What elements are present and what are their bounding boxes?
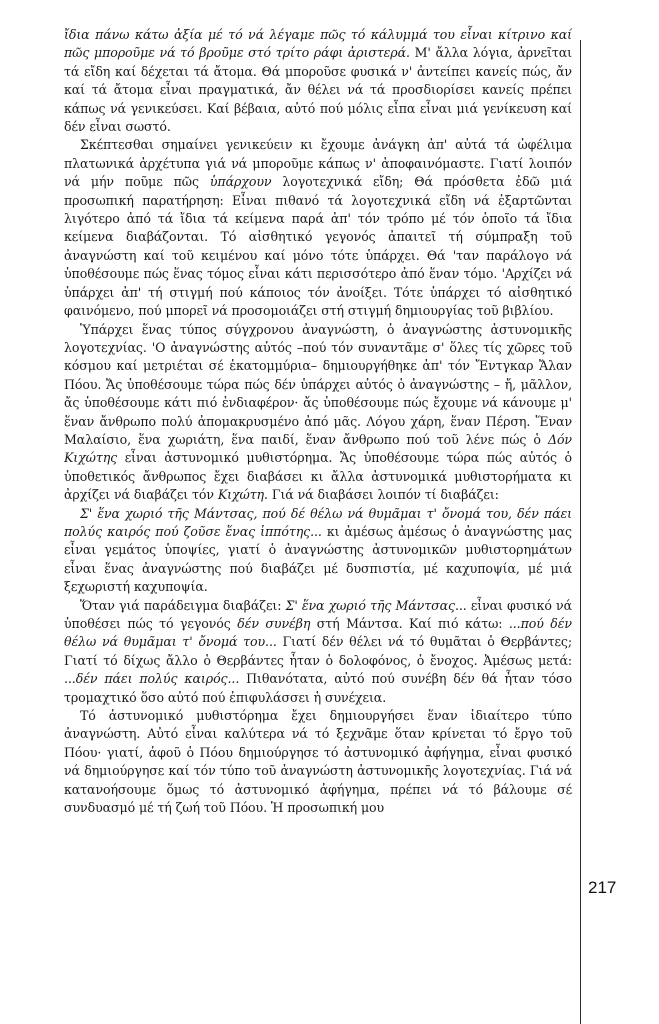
body-text <box>64 26 572 817</box>
italic-text: Κιχώτη <box>217 487 265 503</box>
text-segment: Γιατί δέν θέλει νά τό θυμᾶται ὁ Θερβάντες; Γιατί τό δίχως ἄλλο ὁ Θερβάντες ἦταν ὁ δολοφόνος, ὁ ἔνοχος. Ἀμέσως μετά: <box>64 634 572 668</box>
italic-text: δέν συνέβη <box>237 616 311 631</box>
text-segment: Τό ἀστυνομικό μυθιστόρημα ἔχει δημιουργήσει ἕναν ἰδιαίτερο τύπο ἀναγνώστη. Αὐτό εἶναι καλύτερα νά τό ξεχνᾶμε ὅταν κρίνεται τό ἔργο τοῦ Πόου· γιατί, ἀφοῦ ὁ Πόου δημιούργησε τό ἀστυνομικό ἀφήγημα, εἶναι φυσικό νά δημιούργησε καί τόν τύπο τοῦ ἀναγνώστη ἀστυνομικῆς λογοτεχνίας. Γιά νά κατανοήσουμε ὅμως τό ἀστυνομικό ἀφήγημα, πρέπει νά τό βάλουμε σέ συνδυασμό μέ τή ζωή τοῦ Πόου. Ἡ προσωπική μου <box>64 708 572 816</box>
text-segment: στή Μάντσα. Καί πιό κάτω: <box>310 616 509 631</box>
italic-text: ἴδια πάνω κάτω ἀξία μέ τό νά λέγαμε πῶς τό κάλυμμά του εἶναι κίτρινο καί πῶς μποροῦμε νά τό βροῦμε στό τρίτο ράφι ἀριστερά. <box>64 27 572 61</box>
text-segment: εἶναι φυσικό νά ὑποθέσει πώς τό γεγονός <box>64 597 572 631</box>
paragraph <box>64 136 572 320</box>
paragraph <box>64 321 572 505</box>
text-segment: λογοτεχνικά εἴδη; Θά πρόσθετα ἐδῶ μιά προσωπική παρατήρηση: Εἶναι πιθανό τά λογοτεχνικά εἴδη νά ἐξαρτῶνται λιγότερο ἀπό τά ἴδια τά κείμενα παρά ἀπ' τόν τρόπο μέ τόν ὁποῖο τά ἴδια κείμενα διαβάζονται. Τό αἰσθητικό γεγονός ἀπαιτεῖ τή σύμπραξη τοῦ ἀναγνώστη καί τοῦ κειμένου καί μόνο τότε ὑπάρχει. Θά 'ταν παράλογο νά ὑποθέσουμε πώς ἕνας τόμος εἶναι κάτι περισσότερο ἀπό ἕναν τόμο. 'Αρχίζει νά ὑπάρχει ἀπ' τή στιγμή πού κάποιος τόν ἀνοίξει. Τότε ὑπάρχει τό αἰσθητικό φαινόμενο, πού μπορεῖ νά προσομοιάζει στή στιγμή δημιουργίας τοῦ βιβλίου. <box>64 174 573 319</box>
margin-rule <box>580 40 581 1024</box>
text-segment: κι ἀμέσως ἀμέσως ὁ ἀναγνώστης μας εἶναι γεμάτος ὑποψίες, γιατί ὁ ἀναγνώστης ἀστυνομικῶν μυθιστορημάτων εἶναι ἕνας ἀναγνώστης πού διαβάζει μέ δυσπιστία, μέ καχυποψία, μέ μιά ξεχωριστή καχυποψία. <box>64 523 572 595</box>
text-segment: Ὑπάρχει ἕνας τύπος σύγχρονου ἀναγνώστη, ὁ ἀναγνώστης ἀστυνομικῆς λογοτεχνίας. 'Ο ἀναγνώστης αὐτός –πού τόν συναντᾶμε σ' ὅλες τίς χῶρες τοῦ κόσμου καί μετριέται σέ ἑκατομμύρια– δημιουργήθηκε ἀπ' τόν Ἔντγκαρ Ἄλαν Πόου. Ἄς ὑποθέσουμε τώρα πώς δέν ὑπάρχει αὐτός ὁ ἀναγνώστης – ἤ, μᾶλλον, ἄς ὑποθέσουμε κάτι πιό ἐνδιαφέρον· ἄς ὑποθέσουμε πώς ἔχουμε νά κάνουμε μ' ἕναν ἄνθρωπο πολύ ἀπομακρυσμένο ἀπό μᾶς. Λόγου χάρη, ἕναν Πέρση. Ἕναν Μαλαίσιο, ἕνα χωριάτη, ἕνα παιδί, ἕναν ἄνθρωπο πού τοῦ λένε πώς ὁ <box>64 321 572 447</box>
italic-text: Δόν Κιχώτης <box>64 431 572 466</box>
page-number: 217 <box>588 878 617 897</box>
italic-text: ὑπάρχουν <box>209 174 272 190</box>
paragraph <box>64 707 572 817</box>
text-segment: εἶναι ἀστυνομικό μυθιστόρημα. Ἄς ὑποθέσουμε τώρα πώς αὐτός ὁ ὑποθετικός ἄνθρωπος ἔχει διαβάσει κι ἄλλα ἀστυνομικά μυθιστορήματα κι ἀρχίζει νά διαβάζει τόν <box>64 450 572 503</box>
text-segment: Μ' ἄλλα λόγια, ἀρνεῖται τά εἴδη καί δέχεται τά ἄτομα. Θά μποροῦσε φυσικά ν' ἀντείπει κανείς πώς, ἄν καί τά ἄτομα εἶναι πραγματικά, ἄν θέλει νά τά προσδιορίσει κανείς πρέπει κάπως νά γενικεύσει. Καί βέβαια, αὐτό πού μόλις εἶπα εἶναι μιά γενίκευση καί δέν εἶναι σωστό. <box>64 45 573 135</box>
italic-text: ...δέν πάει πολύς καιρός... <box>64 671 240 687</box>
italic-text: ...πού δέν θέλω νά θυμᾶμαι τ' ὄνομά του... <box>64 616 572 650</box>
italic-text: Σ' ἕνα χωριό τῆς Μάντσας, πού δέ θέλω νά θυμᾶμαι τ' ὄνομά του, δέν πάει πολύς καιρός πού ζοῦσε ἕνας ἱππότης... <box>64 505 572 539</box>
paragraph <box>64 505 572 597</box>
text-segment: Ὅταν γιά παράδειγμα διαβάζει: <box>80 597 286 613</box>
italic-text: Σ' ἕνα χωριό τῆς Μάντσας... <box>285 597 467 613</box>
text-segment: Σκέπτεσθαι σημαίνει γενικεύειν κι ἔχουμε ἀνάγκη ἀπ' αὐτά τά ὠφέλιμα πλατωνικά ἀρχέτυπα γιά νά μποροῦμε κάπως ν' ἀποφαινόμαστε. Γιατί λοιπόν νά μήν ποῦμε πῶς <box>64 137 572 190</box>
paragraph <box>64 26 572 136</box>
paragraph <box>64 597 572 707</box>
text-segment: Πιθανότατα, αὐτό πού συνέβη δέν θά ἦταν τόσο τρομαχτικό ὅσο αὐτό πού ἐπιφυλάσσει ἡ συνέχεια. <box>64 671 572 705</box>
text-segment: . Γιά νά διαβάσει λοιπόν τί διαβάζει: <box>264 487 499 503</box>
